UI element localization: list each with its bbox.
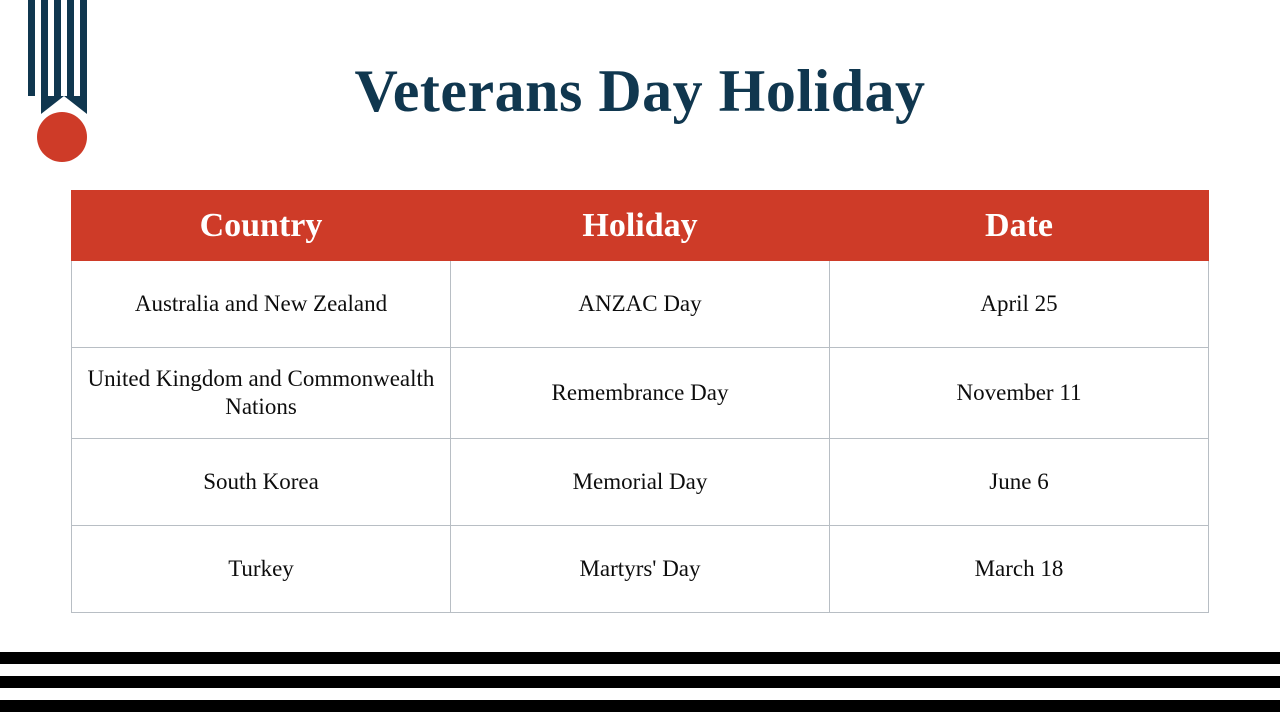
- page-title: Veterans Day Holiday: [354, 58, 926, 124]
- column-header-country: Country: [72, 191, 451, 261]
- table-header-row: [72, 191, 1209, 261]
- holiday-table: [71, 190, 1209, 613]
- cell-date: April 25: [830, 261, 1209, 348]
- cell-country: Australia and New Zealand: [72, 261, 451, 348]
- column-header-holiday: Holiday: [451, 191, 830, 261]
- column-header-date: Date: [830, 191, 1209, 261]
- cell-holiday: ANZAC Day: [451, 261, 830, 348]
- table-row: [72, 526, 1209, 613]
- cell-country: Turkey: [72, 526, 451, 613]
- cell-date: June 6: [830, 439, 1209, 526]
- cell-date: March 18: [830, 526, 1209, 613]
- cell-country: South Korea: [72, 439, 451, 526]
- cell-holiday: Martyrs' Day: [451, 526, 830, 613]
- table-row: [72, 348, 1209, 439]
- holiday-table-container: [71, 190, 1208, 613]
- table-row: [72, 439, 1209, 526]
- cell-country: United Kingdom and Commonwealth Nations: [72, 348, 451, 439]
- footer-stripe-2: [0, 676, 1280, 688]
- footer-stripe-3: [0, 700, 1280, 712]
- footer-stripe-1: [0, 652, 1280, 664]
- cell-holiday: Remembrance Day: [451, 348, 830, 439]
- table-row: [72, 261, 1209, 348]
- footer-stripes: [0, 640, 1280, 720]
- cell-holiday: Memorial Day: [451, 439, 830, 526]
- cell-date: November 11: [830, 348, 1209, 439]
